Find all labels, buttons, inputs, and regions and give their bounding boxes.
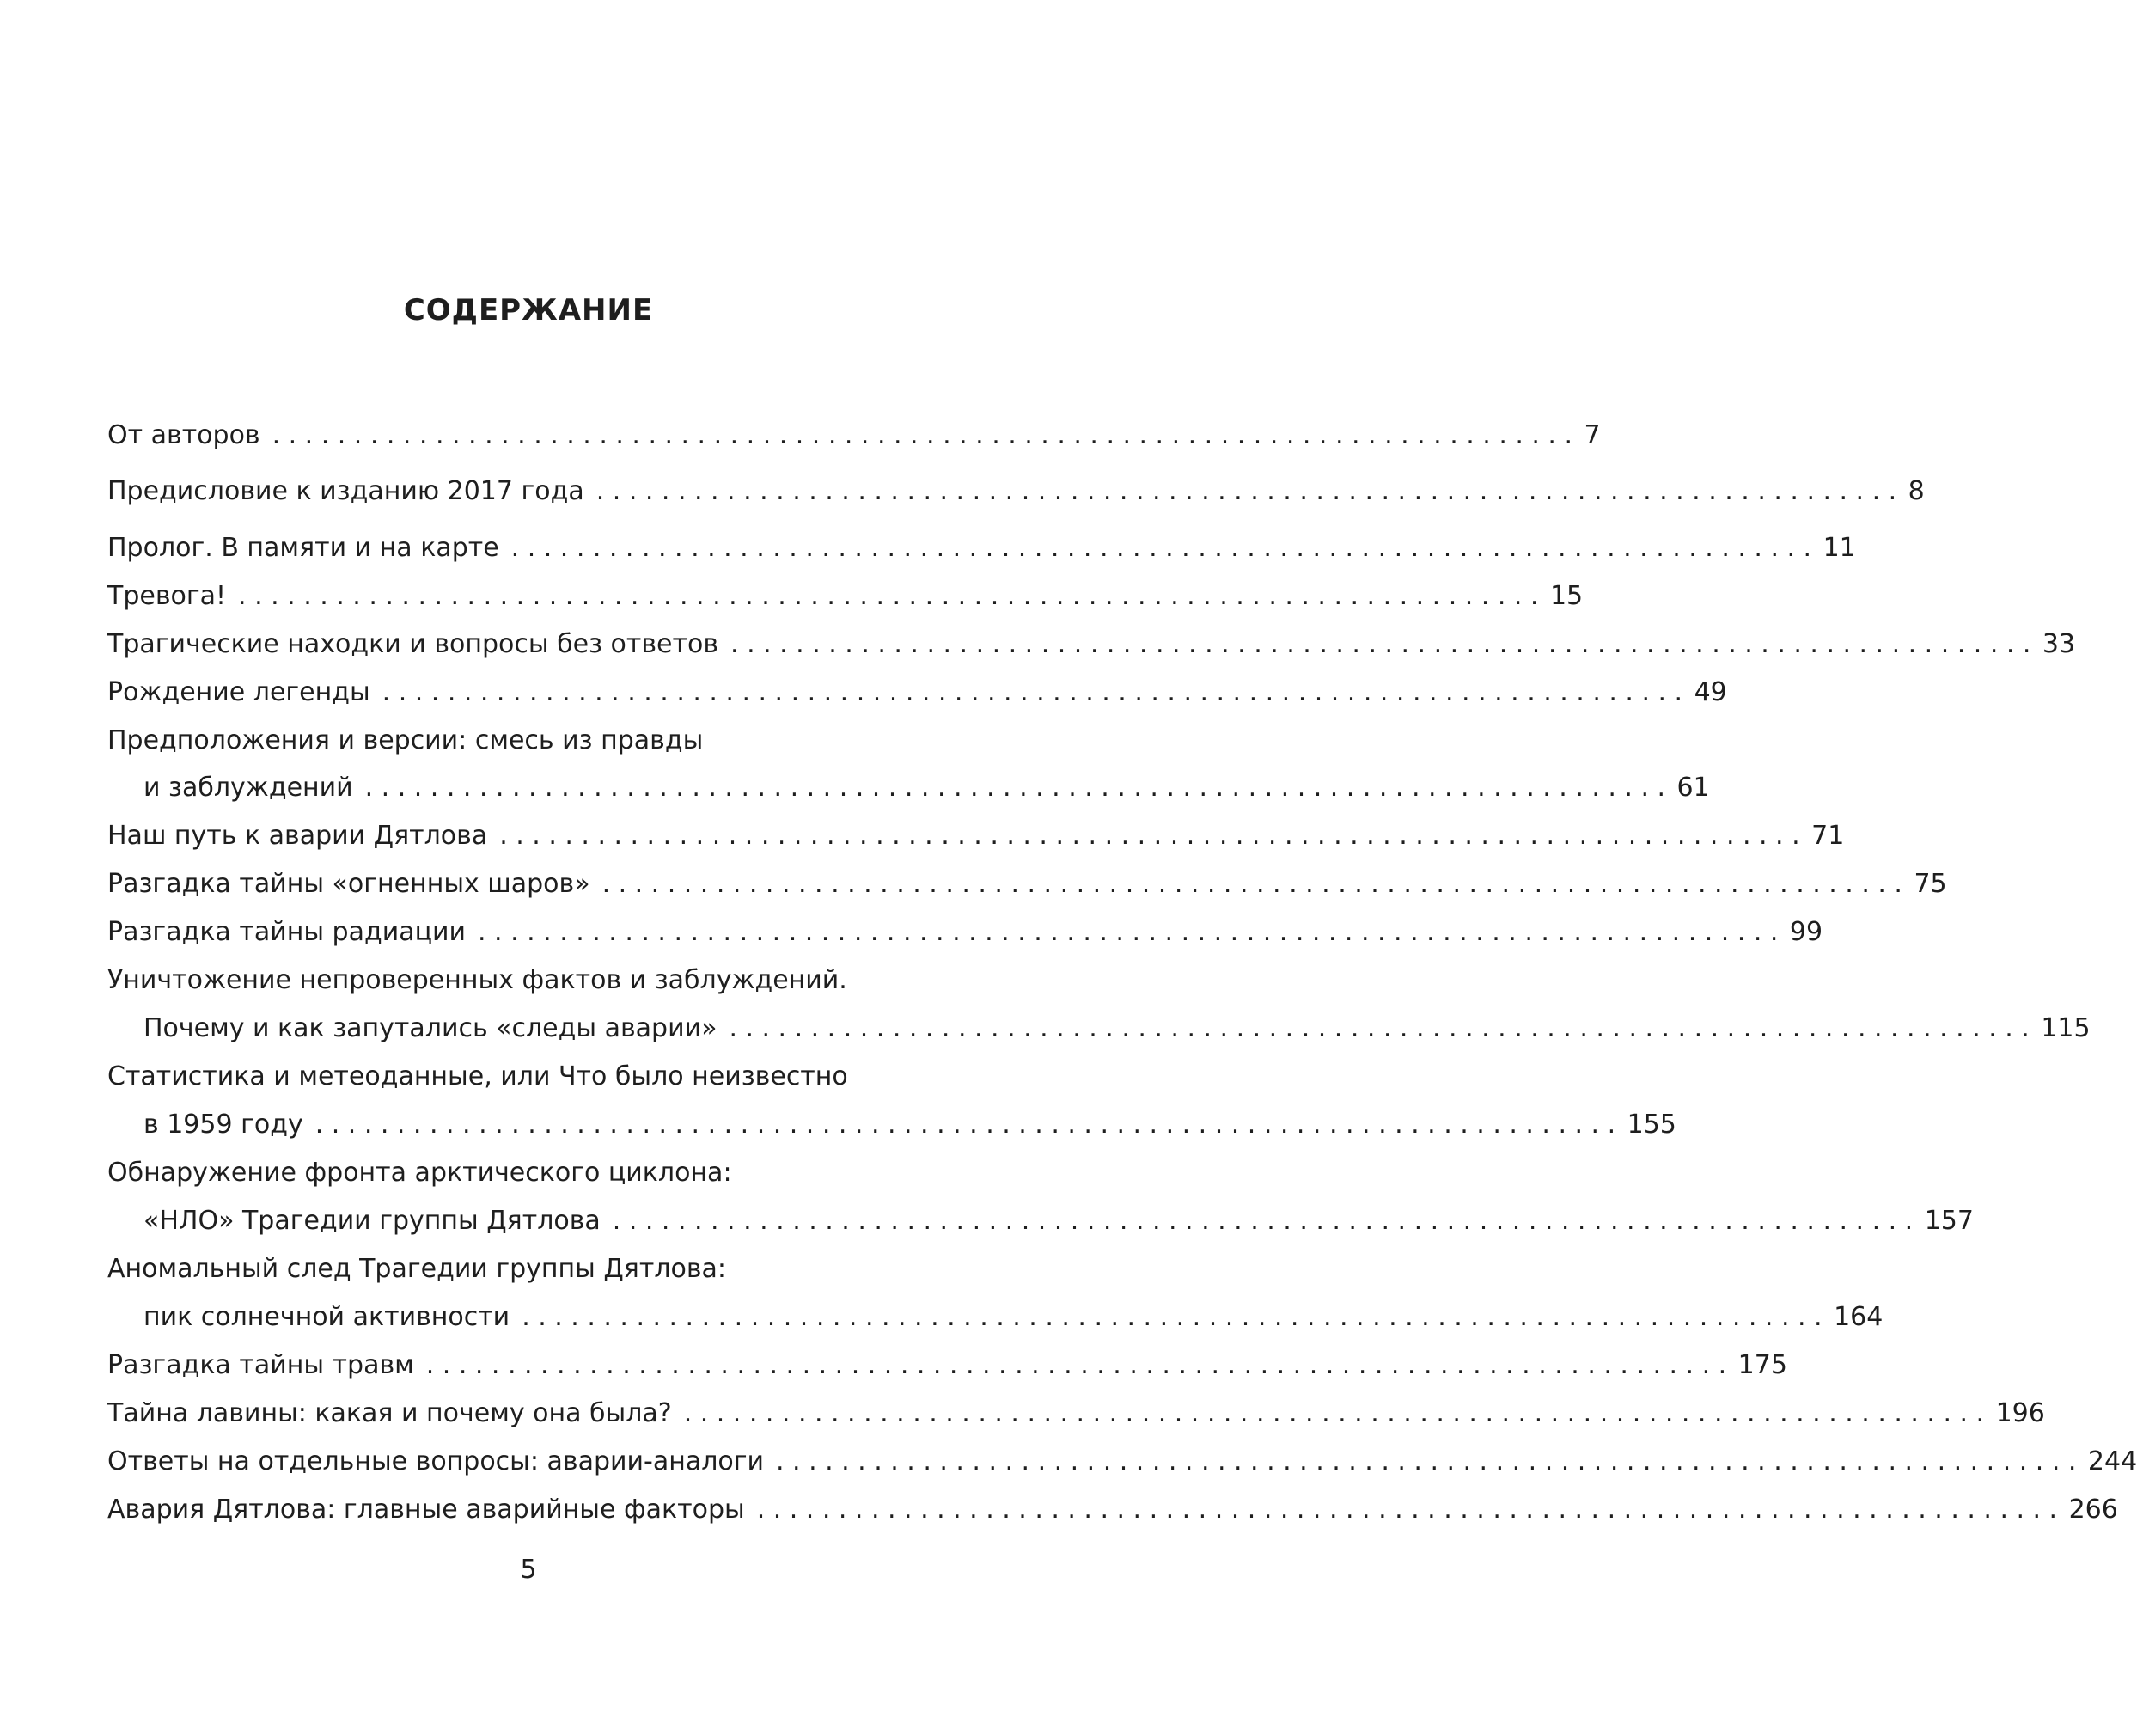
leader-dots: ................................................................................ (238, 581, 1547, 611)
toc-entry-title-cont: в 1959 году (143, 1109, 303, 1140)
table-of-contents (107, 0, 2137, 1736)
leader-dots: ................................................................................ (382, 677, 1691, 707)
toc-entry-title: Предисловие к изданию 2017 года (107, 476, 584, 506)
toc-entry-page: 157 (1924, 1206, 1974, 1236)
toc-entry-title: Наш путь к аварии Дятлова (107, 821, 488, 851)
toc-entry-first-line (107, 1154, 947, 1192)
toc-entry-page: 49 (1694, 677, 1727, 707)
toc-entry-page: 196 (1995, 1398, 2045, 1428)
leader-dots: ................................................................................ (730, 629, 2039, 659)
toc-entry-title-cont: «НЛО» Трагедии группы Дятлова (143, 1206, 601, 1236)
toc-entry-title: Тревога! (107, 581, 227, 611)
toc-entry-page: 11 (1823, 533, 1856, 563)
toc-entry-page: 8 (1908, 476, 1925, 506)
toc-entry (107, 1395, 2045, 1433)
toc-entry-page: 266 (2068, 1495, 2118, 1525)
toc-entry (107, 1443, 2137, 1481)
leader-dots: ................................................................................ (425, 1350, 1735, 1380)
page-number: 5 (520, 1555, 537, 1585)
toc-entry-page: 99 (1789, 917, 1823, 947)
toc-entry-continuation (143, 1106, 1676, 1144)
toc-entry (107, 473, 1925, 510)
toc-entry-title: Обнаружение фронта арктического циклона: (107, 1158, 732, 1188)
toc-entry (107, 626, 2076, 663)
leader-dots: ................................................................................ (729, 1013, 2038, 1043)
toc-entry-page: 175 (1737, 1350, 1787, 1380)
leader-dots: ................................................................................ (595, 476, 1905, 506)
toc-entry (107, 674, 1727, 712)
toc-entry-title-cont: пик солнечной активности (143, 1302, 510, 1332)
toc-entry-continuation (143, 1202, 1974, 1240)
toc-entry-page: 71 (1811, 821, 1845, 851)
toc-entry (107, 865, 1947, 903)
toc-entry-title-cont: и заблуждений (143, 773, 353, 803)
toc-entry-continuation (143, 1010, 2091, 1048)
toc-entry (107, 817, 1845, 855)
toc-entry-page: 155 (1627, 1109, 1676, 1140)
toc-entry-first-line (107, 722, 947, 760)
toc-entry-first-line (107, 1058, 947, 1096)
toc-entry (107, 1347, 1787, 1385)
toc-entry-title: Разгадка тайны «огненных шаров» (107, 869, 590, 899)
toc-entry-page: 15 (1549, 581, 1584, 611)
toc-entry-page: 7 (1584, 420, 1601, 450)
page-title: СОДЕРЖАНИЕ (403, 293, 654, 327)
toc-entry (107, 529, 1856, 567)
leader-dots: ................................................................................ (601, 869, 1911, 899)
toc-entry-title: Трагические находки и вопросы без ответов (107, 629, 719, 659)
toc-entry-first-line (107, 962, 947, 999)
toc-entry-title: Рождение легенды (107, 677, 370, 707)
leader-dots: ................................................................................ (364, 773, 1674, 803)
toc-entry (107, 914, 1823, 951)
toc-entry-title: Пролог. В памяти и на карте (107, 533, 499, 563)
leader-dots: ................................................................................ (478, 917, 1786, 947)
toc-entry-first-line (107, 1250, 947, 1288)
toc-entry-title: Статистика и метеоданные, или Что было неизвестно (107, 1061, 848, 1091)
leader-dots: ................................................................................ (756, 1495, 2066, 1525)
leader-dots: ................................................................................ (314, 1109, 1624, 1140)
toc-entry-title-cont: Почему и как запутались «следы аварии» (143, 1013, 717, 1043)
leader-dots: ................................................................................ (272, 420, 1581, 450)
toc-entry (107, 1491, 2118, 1529)
toc-entry-page: 75 (1914, 869, 1947, 899)
toc-entry-title: От авторов (107, 420, 260, 450)
toc-entry-page: 33 (2042, 629, 2076, 659)
toc-entry-title: Разгадка тайны травм (107, 1350, 414, 1380)
leader-dots: ................................................................................ (776, 1446, 2085, 1476)
toc-entry-title: Предположения и версии: смесь из правды (107, 725, 704, 755)
leader-dots: ................................................................................ (510, 533, 1820, 563)
leader-dots: ................................................................................ (683, 1398, 1993, 1428)
toc-entry-title: Тайна лавины: какая и почему она была? (107, 1398, 672, 1428)
toc-entry-page: 164 (1834, 1302, 1884, 1332)
toc-entry-page: 61 (1676, 773, 1710, 803)
leader-dots: ................................................................................ (612, 1206, 1921, 1236)
toc-entry-title: Разгадка тайны радиации (107, 917, 467, 947)
toc-entry-continuation (143, 1299, 1884, 1336)
toc-entry-title: Авария Дятлова: главные аварийные факторы (107, 1495, 745, 1525)
toc-entry (107, 578, 1584, 615)
toc-entry-title: Ответы на отдельные вопросы: аварии-аналоги (107, 1446, 764, 1476)
toc-entry-page: 244 (2087, 1446, 2137, 1476)
leader-dots: ................................................................................ (522, 1302, 1831, 1332)
toc-entry-page: 115 (2041, 1013, 2091, 1043)
toc-entry-continuation (143, 769, 1710, 807)
leader-dots: ................................................................................ (499, 821, 1809, 851)
toc-entry-title: Аномальный след Трагедии группы Дятлова: (107, 1254, 727, 1284)
toc-entry-title: Уничтожение непроверенных фактов и заблуждений. (107, 965, 847, 995)
toc-entry (107, 417, 1601, 455)
